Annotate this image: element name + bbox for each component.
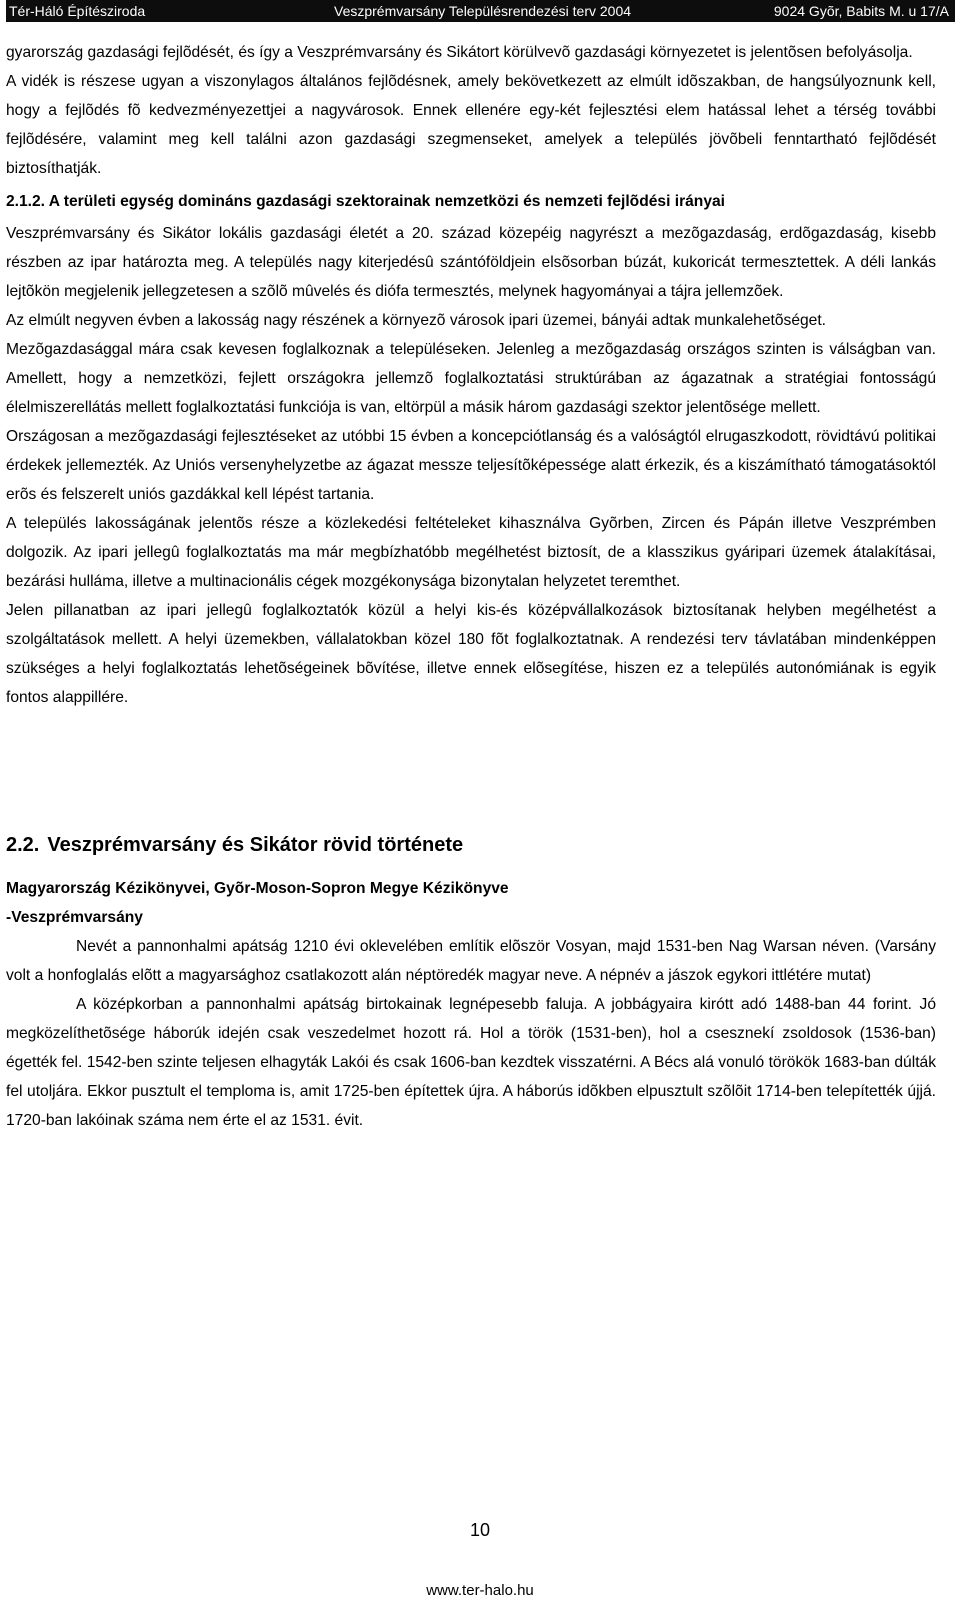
source-title: Magyarország Kézikönyvei, Gyõr-Moson-Sopron Megye Kézikönyve [6, 880, 509, 897]
paragraph: Országosan a mezõgazdasági fejlesztéseket az utóbbi 15 évben a koncepciótlanság és a valóságtól elrugaszkodott, rövidtávú politikai érdekek jellemezték. Az Uniós versenyhelyzetbe az ágazat messze teljesítõképessége alatt érkezik, és a kiszámítható támogatásoktól erõs és felszerelt uniós gazdákkal kell lépést tartania. [6, 428, 936, 503]
header-address: 9024 Gyõr, Babits M. u 17/A [773, 3, 949, 19]
header-company: Tér-Háló Építésziroda [9, 3, 146, 19]
subsection-heading: 2.1.2. A területi egység domináns gazdasági szektorainak nemzetközi és nemzeti fejlõdési irányai [6, 193, 726, 210]
paragraph: Veszprémvarsány és Sikátor lokális gazdasági életét a 20. század közepéig nagyrészt a mezõgazdaság, erdõgazdaság, kisebb részben az ipar határozta meg. A település nagy kiterjedésû szántóföldjein elsõsorban búzát, kukoricát termesztettek. A déli lankás lejtõkön megjelenik jellegzetesen a szõlõ mûvelés és diófa termesztés, melynek hagyományai a tájra jellemzõek. [6, 225, 936, 300]
paragraph: A középkorban a pannonhalmi apátság birtokainak legnépesebb faluja. A jobbágyaira kirótt adó 1488-ban 44 forint. Jó megközelíthetõsége háborúk idején csak veszedelmet hozott rá. Hol a török (1531-ben), hol a csesznekí zsoldosok (1536-ban) égették fel. 1542-ben szinte teljesen elhagyták Lakói és csak 1606-ban kezdtek visszatérni. A Bécs alá vonuló törökök 1683-ban dúlták fel utoljára. Ekkor pusztult el temploma is, amit 1725-ben építettek újra. A háborús idõkben elpusztult szõlõit 1714-ben telepítették újjá. 1720-ban lakóinak száma nem érte el az 1531. évit. [6, 996, 936, 1129]
paragraph: Mezõgazdasággal mára csak kevesen foglalkoznak a településeken. Jelenleg a mezõgazdaság országos szinten is válságban van. Amellett, hogy a nemzetközi, fejlett országokra jellemzõ foglalkoztatási struktúrában az ágazatnak a stratégiai fontosságú élelmiszerellátás mellett foglalkoztatási funkciója is van, eltörpül a másik három gazdasági szektor jelentõsége mellett. [6, 341, 936, 416]
paragraph: Nevét a pannonhalmi apátság 1210 évi oklevelében említik elõször Vosyan, majd 1531-ben Nag Warsan néven. (Varsány volt a honfoglalás elõtt a magyarsághoz csatlakozott alán néptöredék magyar neve. A népnév a jászok egykori ittlétére mutat) [6, 938, 936, 984]
paragraph: Az elmúlt negyven évben a lakosság nagy részének a környezõ városok ipari üzemei, bányái adtak munkalehetõséget. [6, 312, 827, 329]
paragraph: A vidék is részese ugyan a viszonylagos általános fejlõdésnek, amely bekövetkezett az elmúlt idõszakban, de hangsúlyoznunk kell, hogy a fejlõdés fõ kedvezményezettjei a nagyvárosok. Ennek ellenére egy-két fejlesztési elem hatással lehet a térség további fejlõdésére, valamint meg kell találni azon gazdasági szegmenseket, amelyek a település jövõbeli fenntartható fejlõdését biztosíthatják. [6, 73, 936, 177]
paragraph: A település lakosságának jelentõs része a közlekedési feltételeket kihasználva Gyõrben, Zircen és Pápán illetve Veszprémben dolgozik. Az ipari jellegû foglalkoztatás ma már megbízhatóbb megélhetést biztosít, de a klasszikus gyáripari üzemek átalakításai, bezárási hulláma, illetve a multinacionális cégek mozgékonysága bizonytalan helyzetet teremthet. [6, 515, 936, 590]
section-number: 2.2. [6, 834, 40, 856]
paragraph: Jelen pillanatban az ipari jellegû foglalkoztatók közül a helyi kis-és középvállalkozások biztosítanak helyben megélhetést a szolgáltatások mellett. A helyi üzemekben, vállalatokban közel 180 fõt foglalkoztatnak. A rendezési terv távlatában mindenképpen szükséges a helyi foglalkoztatás lehetõségeinek bõvítése, illetve ennek elõsegítése, hiszen ez a település autonómiának is egyik fontos alappillére. [6, 602, 936, 706]
paragraph: gyarország gazdasági fejlõdését, és így a Veszprémvarsány és Sikátort körülvevõ gazdasági környezetet is jelentõsen befolyásolja. [6, 44, 913, 61]
section-heading [6, 830, 463, 860]
page-header [6, 0, 955, 22]
footer-url: www.ter-halo.hu [426, 1582, 534, 1599]
section-title: Veszprémvarsány és Sikátor rövid története [47, 834, 464, 856]
page-number: 10 [469, 1520, 491, 1540]
source-subtitle: -Veszprémvarsány [6, 909, 143, 926]
body-text-history [6, 874, 936, 1135]
body-text-top [6, 38, 936, 712]
header-document-title: Veszprémvarsány Településrendezési terv 2004 [334, 3, 632, 19]
